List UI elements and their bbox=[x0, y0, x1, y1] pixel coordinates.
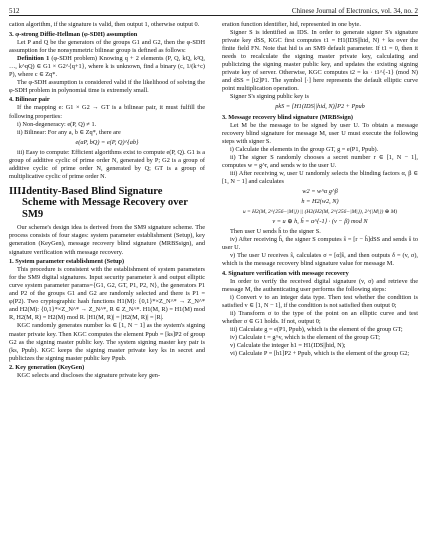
list-item: ii) The signer S randomly chooses a secret number r ∈ [1, N − 1], computes w = g^r, and sends w to the user U. bbox=[222, 153, 418, 169]
paragraph: Then user U sends ĥ to the signer S. bbox=[230, 228, 321, 236]
page-number: 512 bbox=[9, 7, 20, 15]
paragraph: If the mapping e: G1 × G2 → GT is a bilinear pair, it must fulfill the following properties: bbox=[9, 104, 205, 120]
list-item: i) Non-degeneracy: e(P, Q) ≠ 1. bbox=[17, 120, 97, 128]
paragraph: Signer S's signing public key is bbox=[230, 93, 309, 101]
equation: h = H2(w2, N) bbox=[301, 197, 339, 205]
paragraph: KGC randomly generates number ks ∈ [1, N − 1] as the system's signing master private key. Then KGC computes the element Ppub = [ks]P2 of group G2 as the signing master public key. The system signing master key pair is (ks, Ppub). KGC keeps the signing master private key ks in secret and publicizes the signing master public key Ppub. bbox=[9, 322, 205, 362]
paragraph: Let M be the message to be signed by user U. To obtain a message recovery blind signature for message M, user U must execute the following steps with signer S. bbox=[222, 121, 418, 145]
list-item: vi) Calculate P = [h1]P2 + Ppub, which is the element of the group G2; bbox=[230, 350, 410, 358]
paragraph: Our scheme's design idea is derived from the SM9 signature scheme. The process consists of four stages: system parameter establishment (Setup), key generation (KeyGen), message recovery blind signature (MRBSsign), and signature verification with message recovery. bbox=[9, 224, 205, 256]
equation: e(aP, bQ) = e(P, Q)^{ab} bbox=[75, 138, 139, 146]
left-column bbox=[9, 21, 205, 380]
list-item: i) Calculate the elements in the group GT, g = e(P1, Ppub). bbox=[230, 145, 379, 153]
list-item: iii) After receiving w, user U randomly selects the blinding factors α, β ∈ [1, N − 1] and calculates bbox=[222, 169, 418, 185]
paragraph: eration function identifier, hid, represented in one byte. bbox=[222, 21, 361, 28]
list-item: iv) After receiving ĥ, the signer S computes ŝ = [r − ĥ]dSS and sends ŝ to user U. bbox=[222, 236, 418, 252]
paragraph: In order to verify the received digital signature (v, σ) and retrieve the message M, the authenticating user performs the following steps: bbox=[222, 277, 418, 293]
list-item: v) Calculate the integer h1 = H1(IDS||hid, N); bbox=[230, 342, 346, 350]
equation: pkS = [H1(IDS||hid, N)]P2 + Ppub bbox=[275, 103, 365, 111]
subsection-heading: 4. Bilinear pair bbox=[9, 96, 50, 104]
list-item: v) The user U receives ŝ, calculates σ = [α]ŝ, and then outputs δ = (v, σ), which is the message recovery blind signature value for message M. bbox=[222, 252, 418, 268]
list-item: ii) Transform σ to the type of the point on an elliptic curve and test whether σ ∈ G1 holds. If not, output 0; bbox=[222, 310, 418, 326]
definition-label: Definition 1 bbox=[17, 54, 50, 62]
equation: u = H2(M, 2^{256−|M|}) || (H2(H2(M, 2^{256−|M|}), 2^{|M|}) ⊕ M) bbox=[242, 209, 398, 216]
right-column bbox=[222, 21, 418, 358]
section-title-line1: Identity-Based Blind Signature bbox=[22, 185, 163, 197]
subsection-heading: 3. φ-strong Diffie-Hellman (φ-SDH) assumption bbox=[9, 30, 138, 38]
paragraph: KGC selects and discloses the signature private key gen- bbox=[17, 372, 161, 380]
list-item: iv) Calculate t = g^v, which is the element of the group GT; bbox=[230, 334, 381, 342]
equation: v = u ⊕ h, ĥ = α^{-1} · (v − β) mod N bbox=[272, 218, 368, 226]
paragraph: cation algorithm, if the signature is valid, then output 1, otherwise output 0. bbox=[9, 21, 200, 28]
list-item: iii) Calculate g = e(P1, Ppub), which is the element of the group GT; bbox=[230, 326, 403, 334]
definition bbox=[9, 55, 205, 79]
section-heading bbox=[9, 186, 205, 221]
subsection-heading: 1. System parameter establishment (Setup) bbox=[9, 258, 125, 266]
section-title-line2: Scheme with Message Recovery over SM9 bbox=[22, 197, 188, 220]
journal-title: Chinese Journal of Electronics, vol. 34, no. 2 bbox=[291, 7, 418, 15]
list-item: iii) Easy to compute: Efficient algorithms exist to compute e(P, Q). G1 is a group of additive cyclic of prime order N, generated by P; G2 is a group of additive cyclic of prime order N, generated by Q; GT is a group of multiplicative cyclic of prime order N. bbox=[9, 148, 205, 180]
definition-text: (φ-SDH problem) Knowing q + 2 elements (P, Q, kQ, k²Q, …, k^qQ) ∈ G1 × G2^{q+1}, where k is unknown, find a binary (c, 1/(k+c) P), where c ∈ Zq*. bbox=[9, 54, 205, 78]
list-item: ii) Bilinear: For any a, b ∈ Zq*, there are bbox=[17, 128, 121, 136]
subsection-heading: 4. Signature verification with message recovery bbox=[222, 269, 349, 277]
section-number: III. bbox=[9, 185, 25, 197]
paragraph: This procedure is consistent with the establishment of system parameters for the SM9 digital signatures. Input security parameter λ and output elliptic curve system parameter params={G1, G2, GT, P1, P2, N}, the generators P1 and P2 of the groups G1 and G2 are randomly selected and there is P1 = φ(P2). Two cryptographic hash functions H1(M): {0,1}*×Z_N^* → Z_N^* and H2(M): {0,1}*×Z_N^* → Z_N^*, R ∈ Z_N^*. H1(M, R) = H1(M) mod R, H2(M, R) = H2(M) mod R. |H1(M, R)| = |H2(M, R)| = |R|. bbox=[9, 266, 205, 322]
header-rule bbox=[9, 15, 418, 16]
paragraph: Let P and Q be the generators of the groups G1 and G2, then the φ-SDH assumption for the nonsymmetric bilinear group is defined as follows: bbox=[9, 38, 205, 54]
paragraph: Signer S is identified as IDS. In order to generate signer S's signature private key dSS, KGC first computes t1 = H1(IDS||hid, N) + ks over the finite field FN. Note that hid is an SM9 default parameter. If t1 = 0, then it needs to recalculate the signing master private key, calculating and publicizing the signing master public key, and updates the existing signing private key of server. Otherwise, KGC computes t2 = ks · t1^{-1} (mod N) and dSS = [t2]P1. The symbol [·] here represents the default elliptic curve point multiplication operation. bbox=[222, 29, 418, 93]
paragraph: The φ-SDH assumption is considered valid if the likelihood of solving the φ-SDH problem in polynomial time is extremely small. bbox=[9, 78, 205, 94]
equation: w2 = w^α g^β bbox=[302, 187, 338, 195]
list-item: i) Convert v to an integer data type. Then test whether the condition is satisfied v ∈ [1, N − 1], if the condition is not satisfied then output 0; bbox=[222, 294, 418, 310]
subsection-heading: 3. Message recovery blind signature (MRBSsign) bbox=[222, 113, 353, 121]
subsection-heading: 2. Key generation (KeyGen) bbox=[9, 364, 85, 372]
